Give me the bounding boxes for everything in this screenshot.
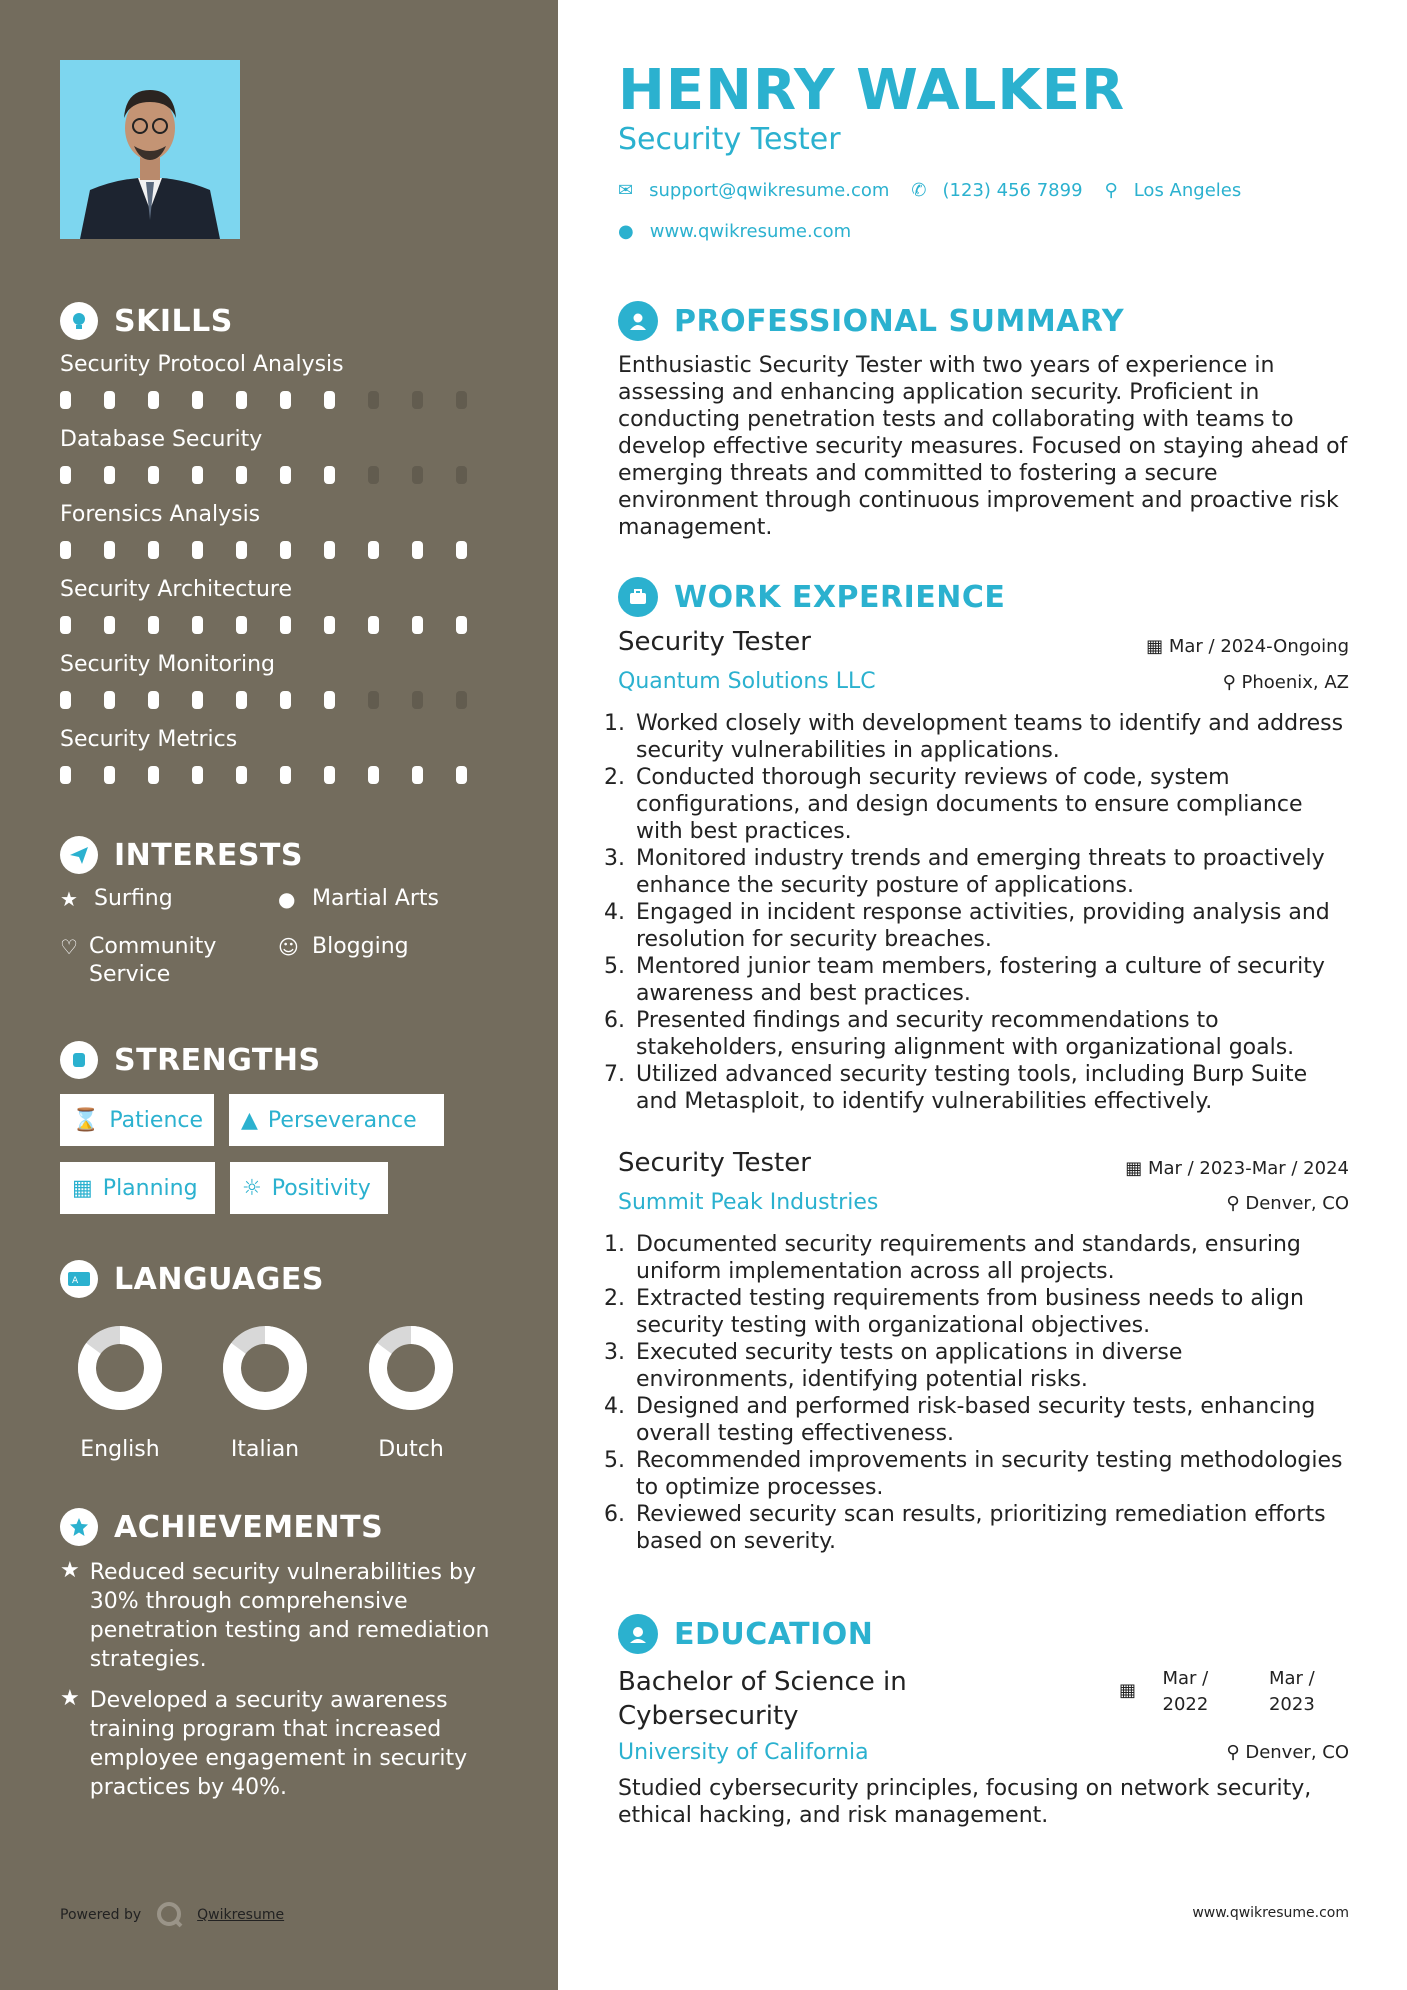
duty-item: 1. Worked closely with development teams to identify and address security vulnerabilities in applications. <box>632 710 1344 764</box>
skill-dot <box>192 616 203 634</box>
skill-dot <box>280 541 291 559</box>
skill-item: Security Protocol Analysis <box>60 352 500 409</box>
calendar-icon: ▦ <box>1146 636 1164 657</box>
achievement-item: ★ Reduced security vulnerabilities by 30% through comprehensive penetration testing and remediation strategies. <box>60 1558 490 1672</box>
job-company: Summit Peak Industries <box>618 1190 879 1215</box>
skill-dot <box>104 466 115 484</box>
language-donut <box>368 1325 454 1411</box>
duty-item: 4. Engaged in incident response activities, providing analysis and resolution for security breaches. <box>632 899 1344 953</box>
skill-rating <box>60 691 500 709</box>
skill-dot <box>236 541 247 559</box>
skill-dot <box>60 691 71 709</box>
skill-dot <box>368 541 379 559</box>
skill-item: Security Monitoring <box>60 652 500 709</box>
skill-rating <box>60 391 500 409</box>
job-company: Quantum Solutions LLC <box>618 669 876 694</box>
education-location: ⚲ Denver, CO <box>1226 1742 1349 1763</box>
skill-dot <box>280 691 291 709</box>
job-title: Security Tester <box>618 627 811 657</box>
skill-dot <box>456 391 467 409</box>
skill-dot <box>368 616 379 634</box>
summary-heading: PROFESSIONAL SUMMARY <box>618 301 1124 341</box>
job-dates: ▦ Mar / 2023-Mar / 2024 <box>1125 1158 1349 1179</box>
skill-dot <box>192 766 203 784</box>
job-location: ⚲ Denver, CO <box>1226 1193 1349 1214</box>
job-duties <box>614 710 1344 1115</box>
skill-dot <box>192 466 203 484</box>
handshake-icon: ♡ <box>60 935 78 959</box>
skills-heading: SKILLS <box>60 302 233 340</box>
skill-dot <box>324 616 335 634</box>
skill-dot <box>60 541 71 559</box>
skill-dot <box>368 691 379 709</box>
language-icon <box>60 1260 98 1298</box>
job-duties <box>614 1231 1344 1555</box>
skill-item: Security Architecture <box>60 577 500 634</box>
briefcase-icon <box>618 577 658 617</box>
fist-icon <box>60 1041 98 1079</box>
skill-item: Forensics Analysis <box>60 502 500 559</box>
pin-icon: ⚲ <box>1226 1193 1240 1214</box>
skill-rating <box>60 466 500 484</box>
skill-item: Database Security <box>60 427 500 484</box>
duty-item: 4. Designed and performed risk-based security tests, enhancing overall testing effectiveness. <box>632 1393 1344 1447</box>
skill-dot <box>148 691 159 709</box>
skill-dot <box>456 616 467 634</box>
job-location: ⚲ Phoenix, AZ <box>1222 672 1349 693</box>
job-dates: ▦ Mar / 2024-Ongoing <box>1146 636 1349 657</box>
skill-dot <box>148 541 159 559</box>
skill-dot <box>324 691 335 709</box>
language-donut <box>77 1325 163 1411</box>
skill-dot <box>148 766 159 784</box>
skill-dot <box>148 466 159 484</box>
skill-dot <box>236 616 247 634</box>
skill-dot <box>192 691 203 709</box>
pin-icon: ⚲ <box>1222 672 1236 693</box>
powered-by: Powered by Qwikresume <box>60 1900 284 1930</box>
skill-dot <box>456 691 467 709</box>
users-icon: ☺ <box>278 935 299 959</box>
footer-website[interactable]: www.qwikresume.com <box>1192 1905 1349 1921</box>
user-icon <box>618 301 658 341</box>
skill-rating <box>60 766 500 784</box>
skill-dot <box>324 541 335 559</box>
medal-star-icon <box>60 1508 98 1546</box>
shooting-star-icon: ★ <box>60 1686 80 1711</box>
lightbulb-icon <box>60 302 98 340</box>
language-item: Italian <box>190 1325 340 1462</box>
skill-dot <box>104 616 115 634</box>
skill-dot <box>412 391 423 409</box>
calendar-icon: ▦ <box>1125 1158 1143 1179</box>
skill-dot <box>60 391 71 409</box>
job-title: Security Tester <box>618 1148 811 1178</box>
strengths-heading: STRENGTHS <box>60 1041 321 1079</box>
skill-dot <box>60 466 71 484</box>
shooting-star-icon: ★ <box>60 1558 80 1583</box>
skill-dot <box>368 391 379 409</box>
language-donut <box>222 1325 308 1411</box>
strength-badge: ⌛ Patience <box>60 1094 214 1146</box>
interest-item: ♡ Community Service <box>60 934 217 987</box>
skill-dot <box>456 466 467 484</box>
location-text: Los Angeles <box>1133 180 1242 201</box>
duty-item: 5. Mentored junior team members, fostering a culture of security awareness and best practices. <box>632 953 1344 1007</box>
sidebar <box>0 0 558 1990</box>
duty-item: 5. Recommended improvements in security testing methodologies to optimize processes. <box>632 1447 1344 1501</box>
skill-dot <box>412 466 423 484</box>
candidate-name: HENRY WALKER <box>618 58 1126 123</box>
summary-text: Enthusiastic Security Tester with two years of experience in assessing and enhancing application security. Proficient in conducting penetration tests and collaborating with teams to develop effective security measures. Focused on staying ahead of emerging threats and committed to fostering a secure environment through continuous improvement and proactive risk management. <box>618 353 1348 540</box>
skill-item: Security Metrics <box>60 727 500 784</box>
skill-dot <box>368 766 379 784</box>
education-dates: ▦ Mar / 2022 Mar / 2023 <box>1119 1666 1349 1718</box>
skill-dot <box>456 541 467 559</box>
graduation-icon <box>618 1614 658 1654</box>
globe-icon: ● <box>618 221 634 242</box>
skill-dot <box>104 391 115 409</box>
qwikresume-logo-icon <box>155 1900 185 1930</box>
skill-dot <box>236 391 247 409</box>
duty-item: 2. Extracted testing requirements from business needs to align security testing with organizational objectives. <box>632 1285 1344 1339</box>
globe-icon: ● <box>278 887 296 911</box>
email-link[interactable]: support@qwikresume.com <box>649 180 890 201</box>
profile-photo <box>60 60 240 239</box>
phone-icon: ✆ <box>911 180 927 201</box>
skill-dot <box>412 616 423 634</box>
achievement-item: ★ Developed a security awareness training program that increased employee engagement in security practices by 40%. <box>60 1686 468 1800</box>
skill-dot <box>456 766 467 784</box>
skill-dot <box>192 391 203 409</box>
strength-badge: ▲ Perseverance <box>229 1094 444 1146</box>
sun-icon: ☼ <box>242 1175 262 1201</box>
qwikresume-link[interactable]: Qwikresume <box>197 1907 285 1923</box>
skill-dot <box>104 766 115 784</box>
skill-dot <box>148 616 159 634</box>
strength-badge: ▦ Planning <box>60 1162 215 1214</box>
duty-item: 7. Utilized advanced security testing tools, including Burp Suite and Metasploit, to identify vulnerabilities effectively. <box>632 1061 1344 1115</box>
achievements-heading: ACHIEVEMENTS <box>60 1508 383 1546</box>
hourglass-icon: ⌛ <box>72 1107 100 1133</box>
strength-badge: ☼ Positivity <box>230 1162 388 1214</box>
skill-dot <box>104 541 115 559</box>
website-row <box>618 221 851 242</box>
duty-item: 6. Reviewed security scan results, prioritizing remediation efforts based on severity. <box>632 1501 1344 1555</box>
skill-dot <box>60 766 71 784</box>
interest-item: ☺ Blogging <box>278 934 409 959</box>
svg-text:A: A <box>72 1276 79 1286</box>
experience-heading: WORK EXPERIENCE <box>618 577 1005 617</box>
skill-dot <box>236 766 247 784</box>
skill-dot <box>324 766 335 784</box>
duty-item: 6. Presented findings and security recommendations to stakeholders, ensuring alignment with organizational goals. <box>632 1007 1344 1061</box>
candidate-role: Security Tester <box>618 122 841 157</box>
skill-dot <box>280 391 291 409</box>
map-pin-icon: ⚲ <box>1104 180 1118 201</box>
paper-plane-icon <box>60 836 98 874</box>
skill-dot <box>280 466 291 484</box>
skill-dot <box>412 541 423 559</box>
skill-dot <box>192 541 203 559</box>
duty-item: 3. Monitored industry trends and emerging threats to proactively enhance the security posture of applications. <box>632 845 1344 899</box>
education-text: Studied cybersecurity principles, focusing on network security, ethical hacking, and risk management. <box>618 1776 1312 1828</box>
skill-dot <box>104 691 115 709</box>
pin-icon: ⚲ <box>1226 1742 1240 1763</box>
envelope-icon: ✉ <box>618 180 634 201</box>
skill-rating <box>60 541 500 559</box>
contact-row <box>618 180 1241 201</box>
interests-heading: INTERESTS <box>60 836 303 874</box>
school-name: University of California <box>618 1740 869 1765</box>
skill-dot <box>324 391 335 409</box>
skill-dot <box>280 766 291 784</box>
interest-item: ● Martial Arts <box>278 886 440 911</box>
duty-item: 1. Documented security requirements and standards, ensuring uniform implementation across all projects. <box>632 1231 1344 1285</box>
phone-text: (123) 456 7899 <box>942 180 1083 201</box>
languages-heading: A LANGUAGES <box>60 1260 324 1298</box>
degree-title: Bachelor of Science in Cybersecurity <box>618 1667 907 1731</box>
education-heading: EDUCATION <box>618 1614 873 1654</box>
skill-dot <box>368 466 379 484</box>
calendar-icon: ▦ <box>1119 1680 1137 1701</box>
skill-dot <box>324 466 335 484</box>
calendar-icon: ▦ <box>72 1175 93 1201</box>
skill-dot <box>280 616 291 634</box>
interest-item: ★ Surfing <box>60 886 173 911</box>
skill-dot <box>60 616 71 634</box>
duty-item: 3. Executed security tests on applications in diverse environments, identifying potential risks. <box>632 1339 1344 1393</box>
skill-dot <box>236 691 247 709</box>
road-icon: ▲ <box>241 1107 258 1133</box>
star-icon: ★ <box>60 887 78 911</box>
skill-dot <box>412 691 423 709</box>
skill-dot <box>412 766 423 784</box>
skill-dot <box>236 466 247 484</box>
language-item: English <box>45 1325 195 1462</box>
language-item: Dutch <box>336 1325 486 1462</box>
website-link[interactable]: www.qwikresume.com <box>649 221 852 242</box>
duty-item: 2. Conducted thorough security reviews of code, system configurations, and design documents to ensure compliance with best practices. <box>632 764 1344 845</box>
skill-dot <box>148 391 159 409</box>
skill-rating <box>60 616 500 634</box>
